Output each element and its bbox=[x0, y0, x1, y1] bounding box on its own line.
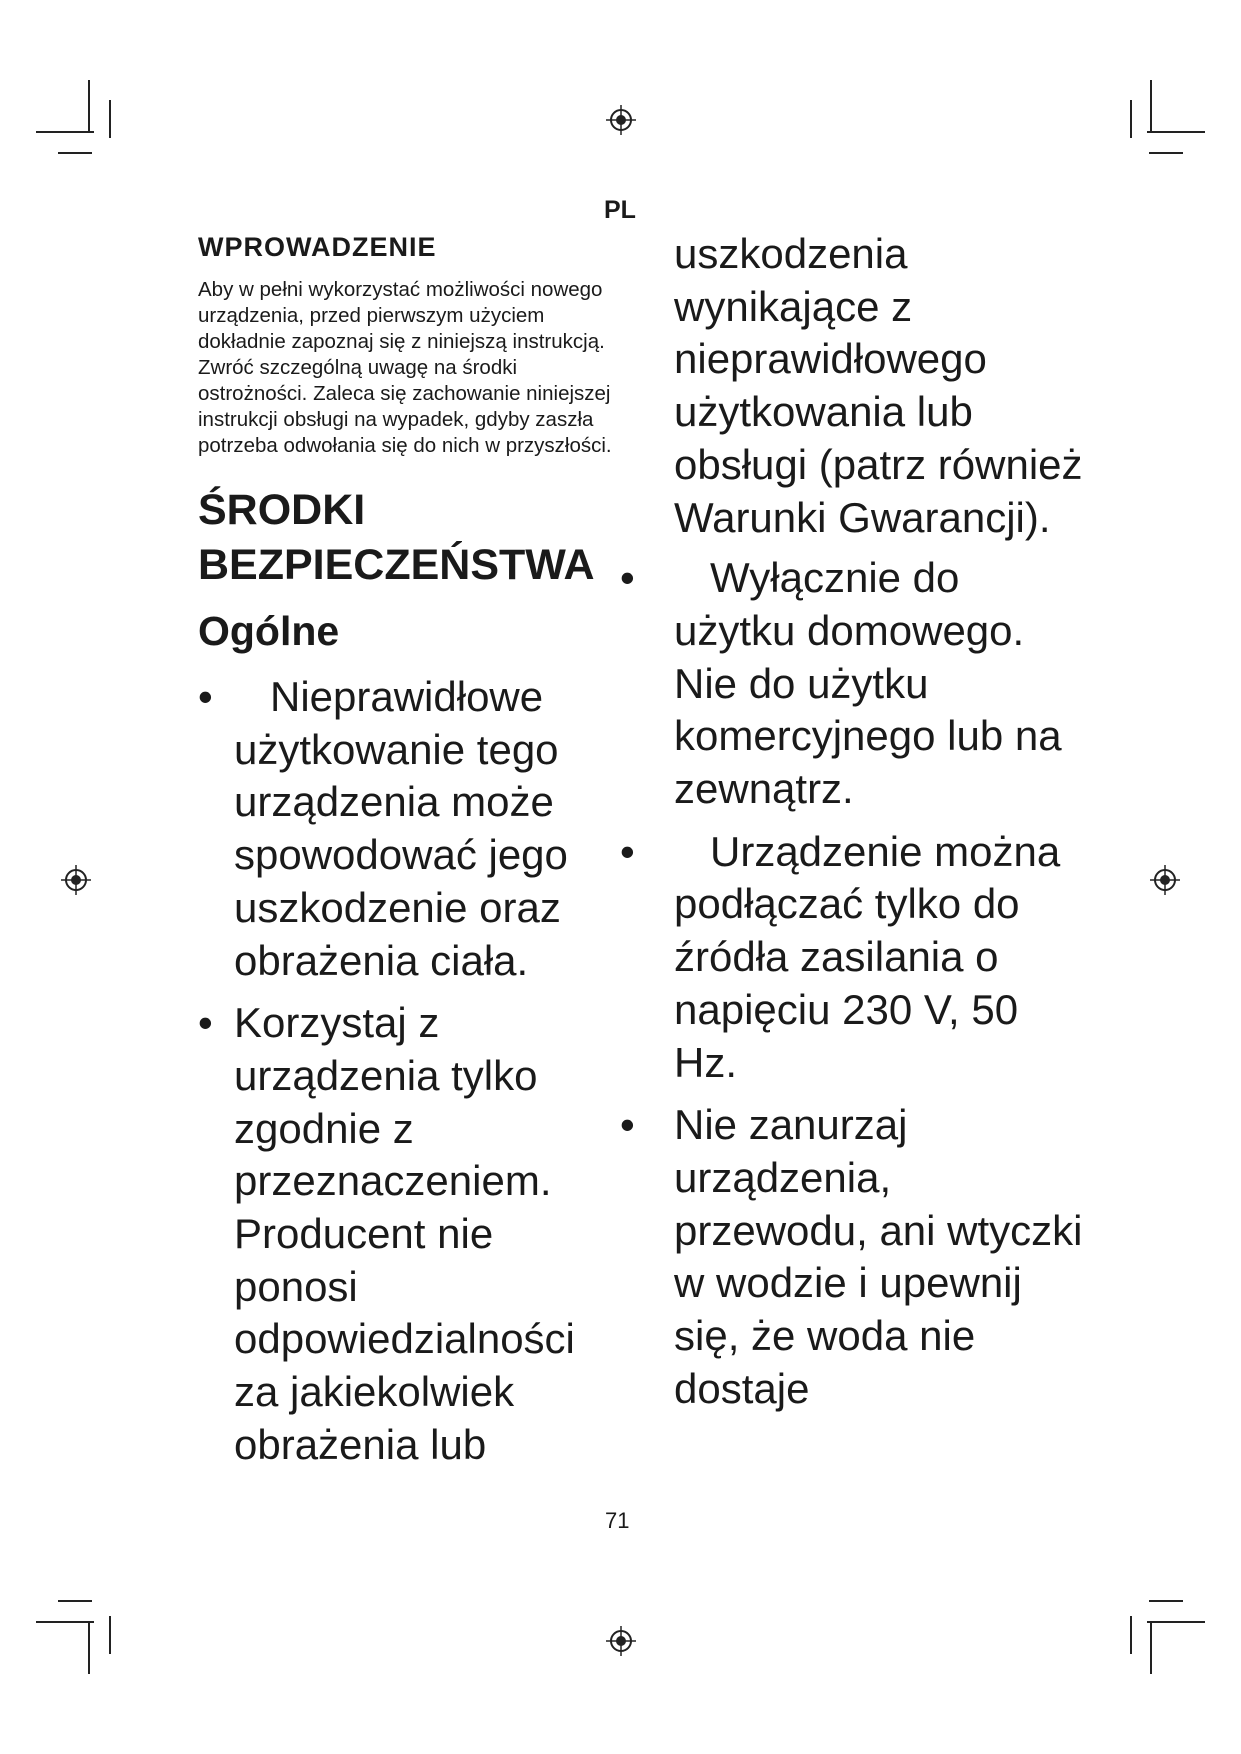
registration-mark-icon bbox=[606, 1626, 636, 1656]
bullet-icon: • bbox=[620, 1101, 635, 1149]
intro-paragraph: Aby w pełni wykorzystać możliwości nowego urządzenia, przed pierwszym użyciem dokładnie zapoznaj się z niniejszą instrukcją. Zwróć szczególną uwagę na środki ostrożności. Zaleca się zachowanie niniejszej instrukcji obsługi na wypadek, gdyby zaszła potrzeba odwołania się do nich w przyszłości. bbox=[198, 278, 612, 457]
crop-mark bbox=[58, 152, 92, 154]
list-item-text: Urządzenie można podłączać tylko do źródła zasilania o napięciu 230 V, 50 Hz. bbox=[674, 827, 1061, 1086]
list-item bbox=[620, 1099, 1090, 1415]
section-title-line2: BEZPIECZEŃSTWA bbox=[198, 541, 595, 589]
crop-mark bbox=[1130, 1616, 1132, 1654]
crop-mark bbox=[1150, 1622, 1152, 1674]
list-item-text: Nie zanurzaj urządzenia, przewodu, ani wtyczki w wodzie i upewnij się, że woda nie dostaje bbox=[674, 1101, 1083, 1412]
list-item-text: Wyłącznie do użytku domowego. Nie do użytku komercyjnego lub na zewnątrz. bbox=[674, 554, 1062, 813]
section-title-line1: ŚRODKI bbox=[198, 486, 366, 534]
intro-heading: WPROWADZENIE bbox=[198, 232, 437, 262]
crop-mark bbox=[1149, 1600, 1183, 1602]
crop-mark bbox=[1149, 152, 1183, 154]
subsection-title: Ogólne bbox=[198, 608, 340, 654]
crop-mark bbox=[36, 131, 94, 133]
bullet-icon: • bbox=[198, 999, 213, 1047]
crop-mark bbox=[1130, 100, 1132, 138]
registration-mark-icon bbox=[1150, 865, 1180, 895]
list-item bbox=[620, 552, 1090, 816]
list-item bbox=[620, 826, 1090, 1090]
crop-mark bbox=[58, 1600, 92, 1602]
registration-mark-icon bbox=[61, 865, 91, 895]
list-item-text: Nieprawidłowe użytkowanie tego urządzenia może spowodować jego uszkodzenie oraz obrażenia ciała. bbox=[234, 673, 568, 984]
crop-mark bbox=[1147, 1621, 1205, 1623]
list-item-text: Korzystaj z urządzenia tylko zgodnie z przeznaczeniem. Producent nie ponosi odpowiedzialności za jakiekolwiek obrażenia lub bbox=[234, 999, 575, 1468]
left-column bbox=[198, 232, 618, 1482]
list-item bbox=[198, 997, 618, 1471]
crop-mark bbox=[36, 1621, 94, 1623]
crop-mark bbox=[109, 100, 111, 138]
list-item bbox=[198, 671, 618, 987]
continued-item-text: uszkodzenia wynikające z nieprawidłowego użytkowania lub obsługi (patrz również Warunki Gwarancji). bbox=[674, 230, 1083, 541]
crop-mark bbox=[88, 80, 90, 132]
crop-mark bbox=[1150, 80, 1152, 132]
crop-mark bbox=[1147, 131, 1205, 133]
bullet-icon: • bbox=[620, 554, 635, 602]
crop-mark bbox=[88, 1622, 90, 1674]
right-column bbox=[620, 228, 1090, 1415]
page-number: 71 bbox=[605, 1508, 630, 1533]
bullet-icon: • bbox=[198, 673, 213, 720]
language-label: PL bbox=[604, 196, 636, 224]
bullet-icon: • bbox=[620, 827, 635, 875]
crop-mark bbox=[109, 1616, 111, 1654]
registration-mark-icon bbox=[606, 105, 636, 135]
